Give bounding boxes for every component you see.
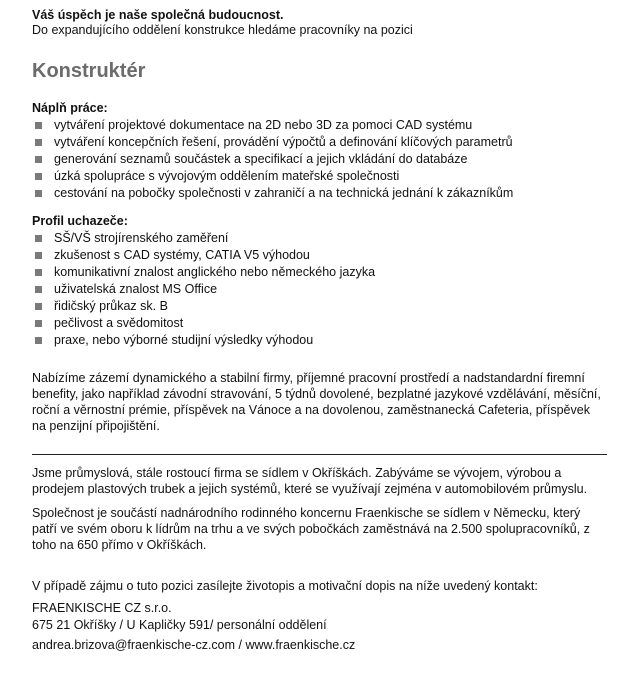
square-bullet-icon <box>35 235 42 242</box>
list-item: zkušenost s CAD systémy, CATIA V5 výhodou <box>32 247 607 264</box>
list-item: úzká spolupráce s vývojovým oddělením mateřské společnosti <box>32 168 607 185</box>
square-bullet-icon <box>35 269 42 276</box>
job-title: Konstruktér <box>32 60 146 82</box>
company-group: Společnost je součástí nadnárodního rodinného koncernu Fraenkische se sídlem v Německu, který patří ve svém oboru k lídrům na trhu a ve svých pobočkách zaměstnává na 2.500 spolupracovníků, z toho na 650 přímo v Okříškách. <box>32 506 590 552</box>
contact-company-name: FRAENKISCHE CZ s.r.o. <box>32 601 172 615</box>
subline: Do expandujícího oddělení konstrukce hledáme pracovníky na pozici <box>32 23 413 37</box>
offer-paragraph: Nabízíme zázemí dynamického a stabilní firmy, příjemné pracovní prostředí a nadstandardní firemní benefity, jako například závodní stravování, 5 týdnů dovolené, bezplatné jazykové vzdělávání, měsíční, roční a věrnostní prémie, příspěvek na Vánoce a na dovolenou, zaměstnanecká Cafeteria, příspěvek na penzijní připojištění. <box>32 371 601 433</box>
company-about: Jsme průmyslová, stále rostoucí firma se sídlem v Okříškách. Zabýváme se vývojem, výrobou a prodejem plastových trubek a jejich systémů, které se využívají zejména v automobilovém průmyslu. <box>32 466 588 496</box>
duties-heading: Náplň práce: <box>32 101 108 115</box>
tagline: Váš úspěch je naše společná budoucnost. <box>32 8 284 22</box>
contact-intro: V případě zájmu o tuto pozici zasílejte životopis a motivační dopis na níže uvedený kontakt: <box>32 579 538 593</box>
square-bullet-icon <box>35 337 42 344</box>
square-bullet-icon <box>35 252 42 259</box>
list-item: vytváření koncepčních řešení, provádění výpočtů a definování klíčových parametrů <box>32 134 607 151</box>
square-bullet-icon <box>35 173 42 180</box>
list-item: generování seznamů součástek a specifikací a jejich vkládání do databáze <box>32 151 607 168</box>
square-bullet-icon <box>35 139 42 146</box>
profile-list <box>32 230 607 349</box>
contact-email-web: andrea.brizova@fraenkische-cz.com / www.fraenkische.cz <box>32 638 356 652</box>
contact-address: 675 21 Okříšky / U Kapličky 591/ personální oddělení <box>32 618 327 632</box>
duties-list <box>32 117 607 202</box>
square-bullet-icon <box>35 190 42 197</box>
square-bullet-icon <box>35 122 42 129</box>
list-item: pečlivost a svědomitost <box>32 315 607 332</box>
list-item: praxe, nebo výborné studijní výsledky výhodou <box>32 332 607 349</box>
list-item: uživatelská znalost MS Office <box>32 281 607 298</box>
list-item: komunikativní znalost anglického nebo německého jazyka <box>32 264 607 281</box>
job-advert <box>32 8 607 654</box>
list-item: cestování na pobočky společnosti v zahraničí a na technická jednání k zákazníkům <box>32 185 607 202</box>
list-item: řidičský průkaz sk. B <box>32 298 607 315</box>
square-bullet-icon <box>35 303 42 310</box>
square-bullet-icon <box>35 286 42 293</box>
list-item: SŠ/VŠ strojírenského zaměření <box>32 230 607 247</box>
profile-heading: Profil uchazeče: <box>32 214 128 228</box>
list-item: vytváření projektové dokumentace na 2D nebo 3D za pomoci CAD systému <box>32 117 607 134</box>
square-bullet-icon <box>35 156 42 163</box>
divider <box>32 454 607 455</box>
square-bullet-icon <box>35 320 42 327</box>
